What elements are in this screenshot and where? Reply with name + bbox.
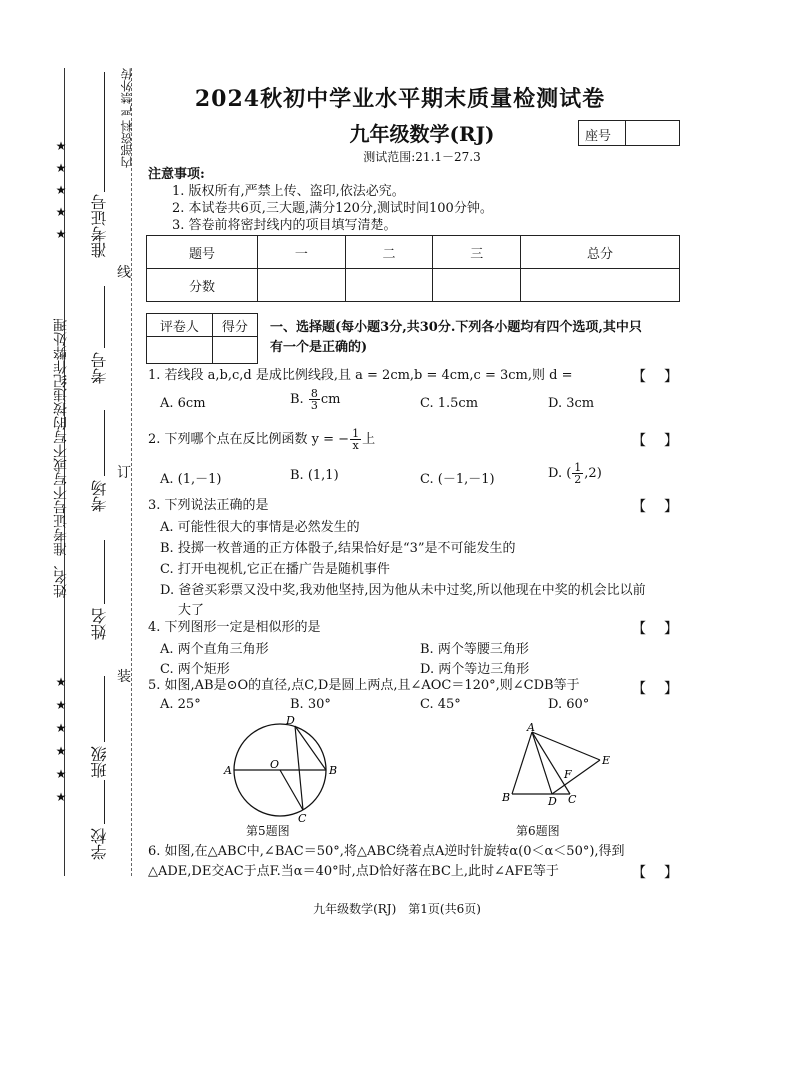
room-field[interactable] (84, 410, 114, 530)
segment-ad (532, 732, 552, 794)
name-label: 姓名 (90, 608, 109, 640)
figure-5-caption: 第5题图 (246, 824, 290, 838)
score-row-label: 分数 (147, 269, 258, 302)
exam-cert-label: 准考证号 (90, 194, 109, 258)
question-4-stem: 4. 下列图形一定是相似形的是 (148, 620, 321, 635)
question-5-stem: 5. 如图,AB是⊙O的直径,点C,D是圆上两点,且∠AOC＝120°,则∠CDB等于 (148, 678, 580, 693)
answer-bracket[interactable]: 【 】 (632, 499, 680, 515)
option-a: A. 6cm (160, 396, 206, 411)
score-table-header: 题号 (147, 236, 258, 269)
note-item: 1. 版权所有,严禁上传、盗印,依法必究。 (172, 184, 405, 199)
denominator: 3 (310, 399, 318, 412)
star-icon: ★ (55, 227, 67, 241)
line-char: 装 (117, 669, 131, 685)
option-b: B. 投掷一枚普通的正方体骰子,结果恰好是“3”是不可能发生的 (160, 541, 516, 556)
numerator: 8 (310, 387, 318, 400)
option-b: B. 两个等腰三角形 (420, 642, 529, 657)
question-3-stem: 3. 下列说法正确的是 (148, 498, 269, 513)
option-c: C. 45° (420, 697, 461, 712)
option-d: D. 3cm (548, 396, 595, 411)
label-d: D (548, 795, 557, 808)
score-table-header: 二 (345, 236, 433, 269)
line-char: 线 (117, 265, 131, 281)
star-icon: ★ (55, 767, 67, 781)
section-heading-line: 一、选择题(每小题3分,共30分.下列各小题均有四个选项,其中只 (270, 320, 642, 335)
answer-bracket[interactable]: 【 】 (632, 433, 680, 449)
name-field[interactable] (84, 540, 114, 660)
score-cell[interactable] (433, 269, 521, 302)
label-c: C (298, 812, 307, 825)
page-footer: 九年级数学(RJ) 第1页(共6页) (313, 902, 481, 916)
stem-text: 上 (362, 432, 376, 447)
star-icon: ★ (55, 161, 67, 175)
side-stars-bottom (54, 676, 68, 814)
option-a: A. 可能性很大的事情是必然发生的 (160, 520, 360, 535)
option-d: D. 两个等边三角形 (420, 662, 530, 677)
label-a: A (527, 722, 535, 734)
side-warning: 姓名、准考证号不写或不写的按违纪作弊处理 (53, 318, 69, 598)
unit: cm (320, 392, 341, 407)
fraction (350, 428, 361, 451)
numerator: 1 (352, 427, 360, 440)
room-blank[interactable] (104, 410, 105, 476)
star-icon: ★ (55, 790, 67, 804)
numerator: 1 (574, 461, 582, 474)
cut-note: 内部资料 严禁外传 (120, 68, 134, 168)
exam-cert-field[interactable] (84, 72, 114, 272)
option-d: D. 爸爸买彩票又没中奖,我劝他坚持,因为他从未中过奖,所以他现在中奖的机会比以前 (160, 583, 646, 598)
denominator: 2 (574, 473, 582, 486)
label-a: A (224, 764, 232, 777)
option-a: A. (1,－1) (160, 472, 222, 487)
segment-ab (512, 732, 532, 794)
name-blank[interactable] (104, 540, 105, 604)
label-b: B (502, 791, 511, 804)
star-icon: ★ (55, 205, 67, 219)
class-label: 班级 (90, 746, 109, 778)
room-label: 考场 (90, 480, 109, 512)
seat-label: 座号 (585, 129, 612, 144)
note-item: 3. 答卷前将密封线内的项目填写清楚。 (172, 218, 397, 233)
option-d-cont: 大了 (178, 603, 205, 618)
fraction (572, 462, 583, 485)
option-label: D. ( (548, 466, 572, 481)
label-b: B (329, 764, 338, 777)
figure-5 (222, 714, 342, 826)
school-blank[interactable] (104, 780, 105, 824)
score-cell[interactable] (521, 269, 680, 302)
score-table-header: 三 (433, 236, 521, 269)
star-icon: ★ (55, 139, 67, 153)
class-blank[interactable] (104, 676, 105, 742)
school-label: 学校 (90, 828, 109, 860)
section-heading-line: 有一个是正确的) (270, 340, 368, 355)
exam-no-field[interactable] (84, 286, 114, 406)
question-1-stem: 1. 若线段 a,b,c,d 是成比例线段,且 a = 2cm,b = 4cm,c = 3cm,则 d = (148, 368, 573, 383)
option-label: ,2) (584, 466, 602, 481)
grader-cell[interactable] (147, 337, 213, 364)
label-c: C (568, 793, 577, 806)
grader-box (146, 313, 258, 364)
subject-title: 九年级数学(RJ) (349, 122, 495, 146)
star-icon: ★ (55, 744, 67, 758)
exam-cert-blank[interactable] (104, 72, 105, 192)
test-scope: 测试范围:21.1－27.3 (363, 150, 481, 164)
option-b: B. 30° (290, 697, 331, 712)
option-d: D. 60° (548, 697, 590, 712)
seat-box (578, 120, 680, 146)
seal-line (131, 68, 133, 876)
answer-bracket[interactable]: 【 】 (632, 621, 680, 637)
score-cell[interactable] (258, 269, 346, 302)
exam-no-label: 考号 (90, 352, 109, 384)
star-icon: ★ (55, 675, 67, 689)
note-item: 2. 本试卷共6页,三大题,满分120分,测试时间100分钟。 (172, 201, 493, 216)
option-label: B. (290, 392, 304, 407)
answer-bracket[interactable]: 【 】 (632, 369, 680, 385)
school-field[interactable] (84, 780, 114, 880)
label-f: F (564, 768, 572, 781)
figure-6-caption: 第6题图 (516, 824, 560, 838)
option-a: A. 两个直角三角形 (160, 642, 269, 657)
exam-no-blank[interactable] (104, 286, 105, 348)
option-d (548, 462, 602, 485)
denominator: x (352, 439, 359, 452)
star-icon: ★ (55, 698, 67, 712)
question-2-stem (148, 428, 375, 451)
option-c: C. 打开电视机,它正在播广告是随机事件 (160, 562, 390, 577)
segment-ae (532, 732, 600, 760)
score-label: 得分 (212, 314, 257, 337)
notes-heading: 注意事项: (148, 167, 205, 182)
star-icon: ★ (55, 721, 67, 735)
score-table (146, 235, 680, 302)
stem-text: 2. 下列哪个点在反比例函数 y = − (148, 432, 350, 447)
score-table-header: 一 (258, 236, 346, 269)
line-char: 订 (117, 465, 131, 481)
star-icon: ★ (55, 183, 67, 197)
answer-bracket[interactable]: 【 】 (632, 681, 680, 697)
figure-6 (500, 722, 616, 812)
section-heading (270, 318, 690, 358)
option-b (290, 388, 340, 411)
question-6-stem (148, 842, 688, 882)
grader-label: 评卷人 (147, 314, 213, 337)
score-cell[interactable] (345, 269, 433, 302)
class-field[interactable] (84, 676, 114, 796)
fraction (309, 388, 320, 411)
option-b: B. (1,1) (290, 468, 339, 483)
answer-bracket[interactable]: 【 】 (632, 865, 680, 881)
label-e: E (602, 754, 611, 767)
seat-input[interactable] (625, 121, 680, 145)
exam-title: 2024秋初中学业水平期末质量检测试卷 (194, 86, 606, 112)
notes (148, 166, 688, 234)
option-c: C. (－1,－1) (420, 472, 495, 487)
score-cell[interactable] (212, 337, 257, 364)
option-a: A. 25° (160, 697, 201, 712)
stem-line: △ADE,DE交AC于点F.当α＝40°时,点D恰好落在BC上,此时∠AFE等于 (148, 864, 559, 879)
side-stars-top (54, 140, 68, 250)
option-c: C. 两个矩形 (160, 662, 230, 677)
score-table-header: 总分 (521, 236, 680, 269)
label-o: O (270, 758, 280, 771)
stem-line: 6. 如图,在△ABC中,∠BAC＝50°,将△ABC绕着点A逆时针旋转α(0＜α＜50°),得到 (148, 844, 625, 859)
option-c: C. 1.5cm (420, 396, 479, 411)
label-d: D (286, 714, 295, 727)
segment-db (295, 726, 326, 770)
